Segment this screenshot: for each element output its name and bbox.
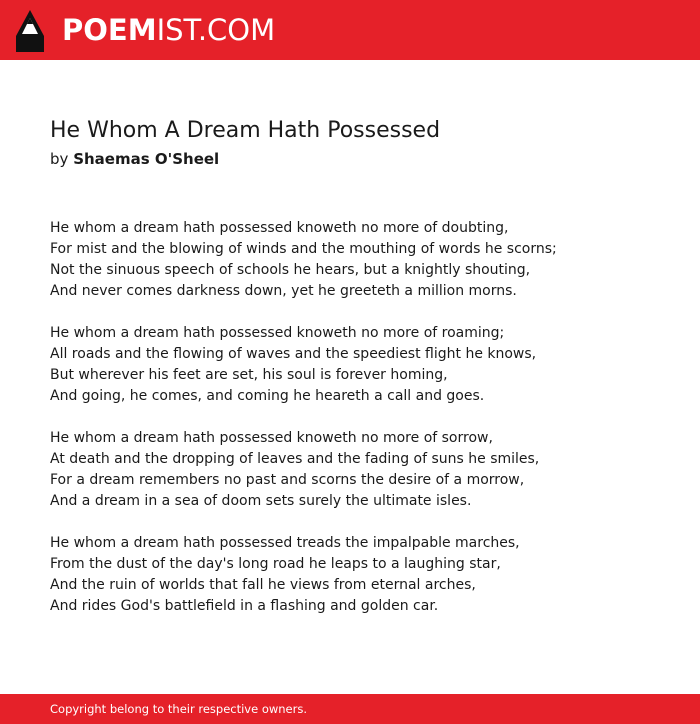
poem-line: And rides God's battlefield in a flashing and golden car. [50, 598, 439, 614]
poem-line: And never comes darkness down, yet he greeteth a million morns. [50, 283, 517, 299]
poem-body [50, 218, 670, 638]
poem-line: And a dream in a sea of doom sets surely the ultimate isles. [50, 493, 472, 509]
poem-byline [50, 148, 219, 170]
site-header [0, 0, 700, 60]
poem-line: And the ruin of worlds that fall he views from eternal arches, [50, 577, 476, 593]
stanza [50, 218, 670, 302]
poem-line: At death and the dropping of leaves and the fading of suns he smiles, [50, 451, 540, 467]
poem-line: He whom a dream hath possessed knoweth no more of doubting, [50, 220, 509, 236]
logo-text-light: IST.COM [156, 13, 276, 47]
poem-line: He whom a dream hath possessed treads the impalpable marches, [50, 535, 520, 551]
by-label: by [50, 150, 69, 168]
author-name: Shaemas O'Sheel [73, 150, 220, 168]
stanza [50, 323, 670, 407]
poem-line: But wherever his feet are set, his soul is forever homing, [50, 367, 448, 383]
poem-line: All roads and the flowing of waves and the speediest flight he knows, [50, 346, 537, 362]
poem-line: For a dream remembers no past and scorns the desire of a morrow, [50, 472, 525, 488]
stanza [50, 428, 670, 512]
poem-title: He Whom A Dream Hath Possessed [50, 118, 441, 143]
poem-line: For mist and the blowing of winds and the mouthing of words he scorns; [50, 241, 557, 257]
poem-line: Not the sinuous speech of schools he hears, but a knightly shouting, [50, 262, 531, 278]
pencil-icon[interactable] [16, 10, 44, 52]
site-logo[interactable] [62, 11, 275, 49]
site-footer [0, 694, 700, 724]
stanza [50, 533, 670, 617]
copyright-notice: Copyright belong to their respective owners. [50, 702, 308, 716]
poem-line: He whom a dream hath possessed knoweth no more of sorrow, [50, 430, 493, 446]
logo-text-bold: POEM [62, 13, 157, 47]
poem-line: From the dust of the day's long road he leaps to a laughing star, [50, 556, 501, 572]
poem-line: He whom a dream hath possessed knoweth no more of roaming; [50, 325, 505, 341]
poem-line: And going, he comes, and coming he heareth a call and goes. [50, 388, 485, 404]
